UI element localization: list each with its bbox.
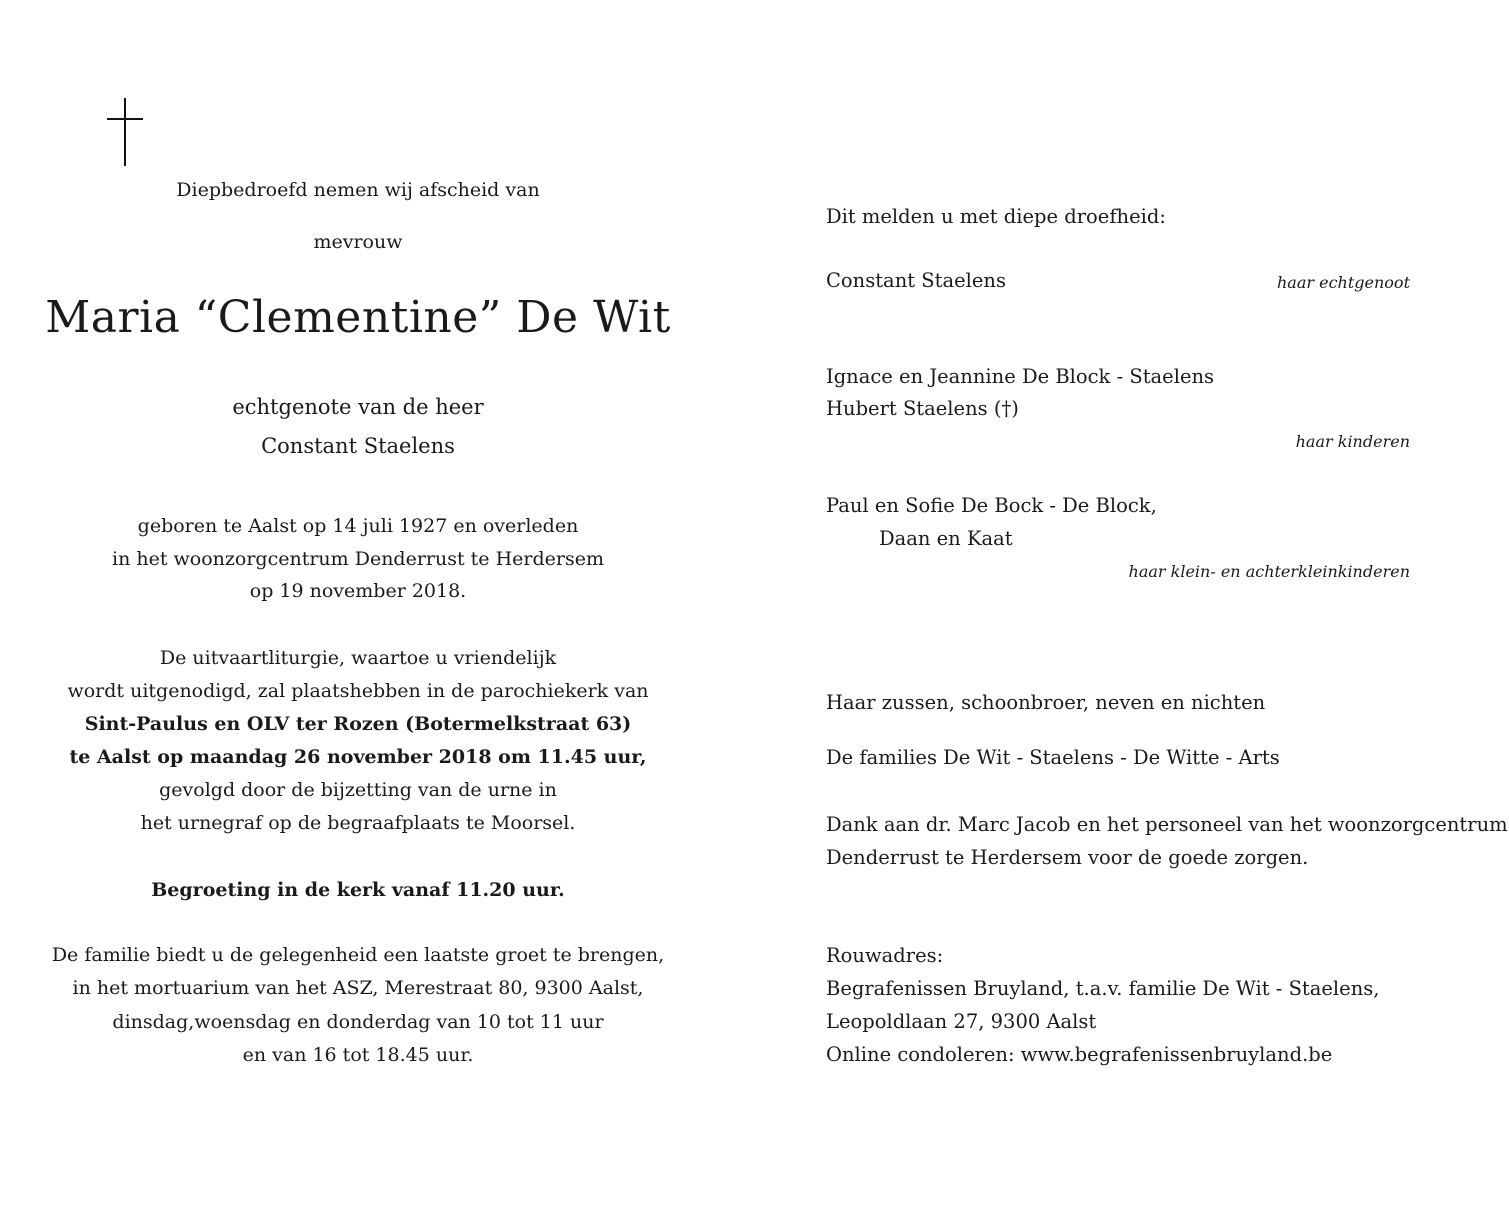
children-line-2: Hubert Staelens (†)	[826, 397, 1019, 420]
spouse-line-2: Constant Staelens	[261, 434, 455, 458]
birth-line-2: in het woonzorgcentrum Denderrust te Herdersem	[112, 548, 604, 570]
address-label: Rouwadres:	[826, 944, 944, 967]
grandchildren-relation: haar klein- en achterkleinkinderen	[1128, 562, 1410, 581]
thanks-line-2: Denderrust te Herdersem voor de goede zorgen.	[826, 846, 1309, 869]
birth-line-1: geboren te Aalst op 14 juli 1927 en overleden	[137, 515, 579, 537]
greeting-text: Begroeting in de kerk vanaf 11.20 uur.	[151, 879, 565, 901]
salutation-text: mevrouw	[313, 231, 403, 253]
service-line-5: gevolgd door de bijzetting van de urne in	[159, 779, 557, 801]
announce-text: Dit melden u met diepe droefheid:	[826, 205, 1166, 228]
grandchildren-line-2: Daan en Kaat	[879, 527, 1013, 550]
cross-vertical-bar	[124, 98, 126, 166]
deceased-name: Maria “Clementine” De Wit	[45, 292, 671, 343]
online-condolence-link: Online condoleren: www.begrafenissenbruyland.be	[826, 1043, 1333, 1066]
cross-horizontal-bar	[107, 118, 143, 120]
service-line-4: te Aalst op maandag 26 november 2018 om 11.45 uur,	[69, 746, 647, 768]
thanks-line-1: Dank aan dr. Marc Jacob en het personeel van het woonzorgcentrum	[826, 813, 1508, 836]
siblings-text: Haar zussen, schoonbroer, neven en nichten	[826, 691, 1266, 714]
service-line-2: wordt uitgenodigd, zal plaatshebben in de parochiekerk van	[67, 680, 649, 702]
birth-line-3: op 19 november 2018.	[249, 580, 467, 602]
spouse-line-1: echtgenote van de heer	[232, 395, 484, 419]
cross-icon	[107, 98, 143, 166]
intro-text: Diepbedroefd nemen wij afscheid van	[176, 179, 540, 201]
visit-line-4: en van 16 tot 18.45 uur.	[242, 1044, 474, 1066]
service-line-6: het urnegraf op de begraafplaats te Moorsel.	[140, 812, 576, 834]
children-relation: haar kinderen	[1295, 432, 1410, 451]
service-line-1: De uitvaartliturgie, waartoe u vriendelijk	[159, 647, 557, 669]
grandchildren-line-1: Paul en Sofie De Bock - De Block,	[826, 494, 1157, 517]
visit-line-2: in het mortuarium van het ASZ, Merestraat 80, 9300 Aalst,	[72, 977, 644, 999]
visit-line-1: De familie biedt u de gelegenheid een laatste groet te brengen,	[51, 944, 665, 966]
spouse-relation: haar echtgenoot	[1277, 273, 1410, 292]
address-line-1: Begrafenissen Bruyland, t.a.v. familie De Wit - Staelens,	[826, 977, 1380, 1000]
families-text: De families De Wit - Staelens - De Witte - Arts	[826, 746, 1280, 769]
visit-line-3: dinsdag,woensdag en donderdag van 10 tot 11 uur	[112, 1011, 604, 1033]
service-line-3: Sint-Paulus en OLV ter Rozen (Botermelkstraat 63)	[84, 713, 632, 735]
spouse-name: Constant Staelens	[826, 269, 1006, 292]
children-line-1: Ignace en Jeannine De Block - Staelens	[826, 365, 1215, 388]
address-line-2: Leopoldlaan 27, 9300 Aalst	[826, 1010, 1097, 1033]
